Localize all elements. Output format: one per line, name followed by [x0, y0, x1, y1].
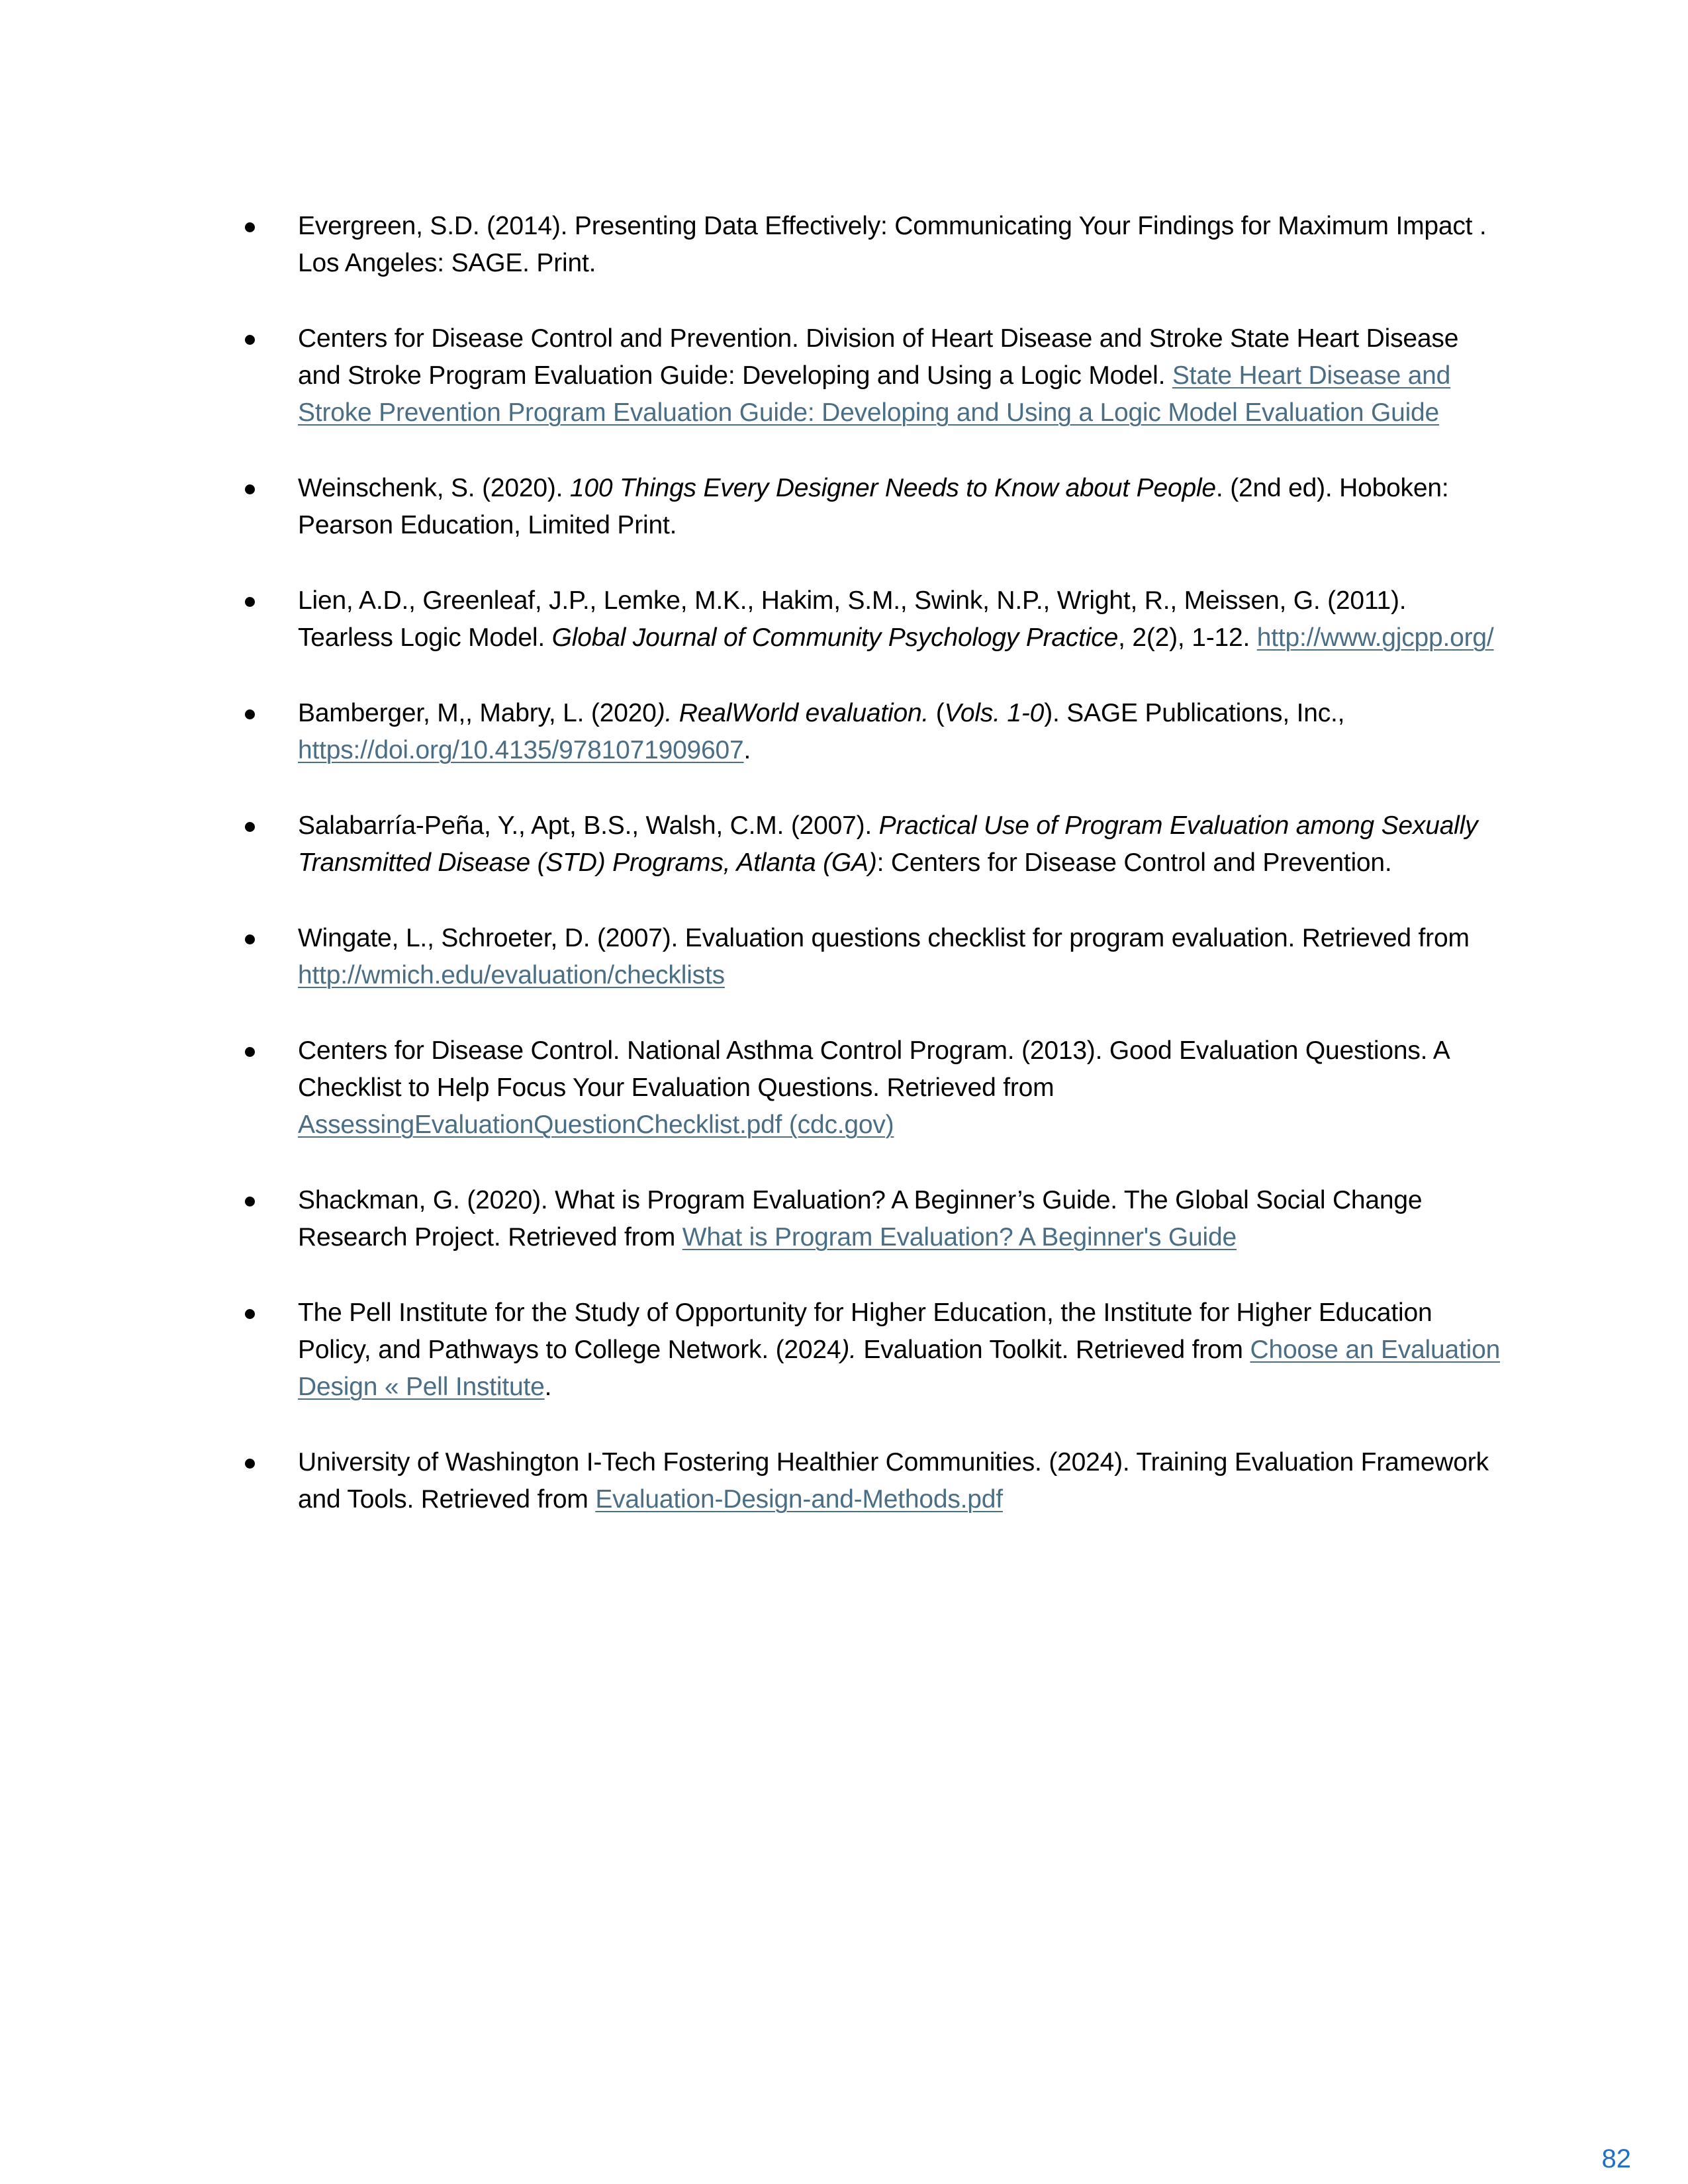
bullet-icon — [245, 222, 255, 232]
reference-text — [298, 1448, 1489, 1514]
reference-segment: Centers for Disease Control and Prevention. Division of Heart Disease and Stroke State Heart Disease and Stroke Program Evaluation Guide: Developing and Using a Logic Model. — [298, 324, 1459, 390]
reference-segment: Wingate, L., Schroeter, D. (2007). Evaluation questions checklist for program evaluation. Retrieved from — [298, 924, 1470, 952]
bullet-icon — [245, 934, 255, 944]
reference-link[interactable]: https://doi.org/10.4135/9781071909607 — [298, 736, 744, 764]
reference-segment: , 2(2), 1-12. — [1118, 623, 1257, 652]
reference-title-italic: Vols. 1-0 — [944, 699, 1045, 727]
reference-link[interactable]: http://wmich.edu/evaluation/checklists — [298, 961, 725, 989]
reference-item — [232, 320, 1503, 432]
reference-segment: University of Washington I-Tech Fostering Healthier Communities. (2024). Training Evaluation Framework and Tools. Retrieved from — [298, 1448, 1489, 1514]
reference-link[interactable]: What is Program Evaluation? A Beginner's Guide — [682, 1223, 1237, 1251]
reference-text — [298, 1036, 1448, 1139]
reference-link[interactable]: State Heart Disease and Stroke Prevention Program Evaluation Guide: Developing and Using a Logic Model Evaluation Guide — [298, 361, 1451, 427]
reference-segment: ). SAGE Publications, Inc., — [1044, 699, 1345, 727]
bullet-icon — [245, 597, 255, 607]
reference-item — [232, 1444, 1503, 1518]
bullet-icon — [245, 1459, 255, 1469]
reference-segment: Evergreen, S.D. (2014). Presenting Data Effectively: Communicating Your Findings for Maximum Impact . Los Angeles: SAGE. Print. — [298, 212, 1487, 277]
bullet-icon — [245, 1047, 255, 1057]
reference-title-italic: Global Journal of Community Psychology Practice — [551, 623, 1119, 652]
reference-title-italic: ). RealWorld evaluation. — [656, 699, 929, 727]
bullet-icon — [245, 1197, 255, 1206]
reference-segment: The Pell Institute for the Study of Opportunity for Higher Education, the Institute for Higher Education Policy, and Pathways to College Network. (2024 — [298, 1298, 1432, 1364]
bullet-icon — [245, 822, 255, 832]
reference-segment: Salabarría-Peña, Y., Apt, B.S., Walsh, C.M. (2007). — [298, 811, 879, 840]
reference-segment: . — [743, 736, 751, 764]
reference-segment: Weinschenk, S. (2020). — [298, 474, 570, 502]
reference-segment: . — [544, 1373, 552, 1401]
reference-segment: Bamberger, M,, Mabry, L. (2020 — [298, 699, 657, 727]
reference-title-italic: 100 Things Every Designer Needs to Know about People — [569, 474, 1216, 502]
reference-text — [298, 586, 1494, 652]
reference-text — [298, 924, 1470, 989]
reference-item — [232, 695, 1503, 769]
reference-link[interactable]: http://www.gjcpp.org/ — [1256, 623, 1494, 652]
reference-segment: . (2nd ed). Hoboken: Pearson Education, Limited Print. — [298, 474, 1449, 539]
reference-item — [232, 1182, 1503, 1256]
reference-text — [298, 474, 1448, 539]
reference-list — [232, 208, 1503, 1557]
bullet-icon — [245, 484, 255, 494]
reference-item — [232, 920, 1503, 994]
reference-item — [232, 470, 1503, 544]
reference-segment: Centers for Disease Control. National Asthma Control Program. (2013). Good Evaluation Questions. A Checklist to Help Focus Your Evaluation Questions. Retrieved from — [298, 1036, 1449, 1102]
reference-segment: Lien, A.D., Greenleaf, J.P., Lemke, M.K., Hakim, S.M., Swink, N.P., Wright, R., Meissen, G. (2011). Tearless Logic Model. — [298, 586, 1407, 652]
reference-link[interactable]: AssessingEvaluationQuestionChecklist.pdf (cdc.gov) — [298, 1111, 894, 1139]
reference-link[interactable]: Evaluation-Design-and-Methods.pdf — [595, 1485, 1003, 1514]
reference-text — [298, 1186, 1422, 1251]
reference-segment: Evaluation Toolkit. Retrieved from — [856, 1336, 1250, 1364]
bullet-icon — [245, 1309, 255, 1319]
reference-link[interactable]: Choose an Evaluation Design « Pell Institute — [298, 1336, 1501, 1401]
bullet-icon — [245, 335, 255, 345]
reference-item — [232, 582, 1503, 657]
reference-segment: Shackman, G. (2020). What is Program Evaluation? A Beginner’s Guide. The Global Social Change Research Project. Retrieved from — [298, 1186, 1423, 1251]
bullet-icon — [245, 709, 255, 719]
reference-text — [298, 811, 1477, 877]
reference-item — [232, 1032, 1503, 1144]
reference-title-italic: ). — [841, 1336, 857, 1364]
reference-item — [232, 1295, 1503, 1406]
reference-title-italic: Practical Use of Program Evaluation among Sexually Transmitted Disease (STD) Programs, Atlanta (GA) — [298, 811, 1478, 877]
reference-segment: ( — [929, 699, 945, 727]
reference-text — [298, 1298, 1500, 1401]
reference-text — [298, 212, 1487, 277]
reference-text — [298, 324, 1458, 427]
reference-item — [232, 807, 1503, 882]
reference-text — [298, 699, 1344, 764]
reference-item — [232, 208, 1503, 282]
reference-segment: : Centers for Disease Control and Prevention. — [876, 848, 1392, 877]
page-number: 82 — [1601, 2144, 1631, 2173]
